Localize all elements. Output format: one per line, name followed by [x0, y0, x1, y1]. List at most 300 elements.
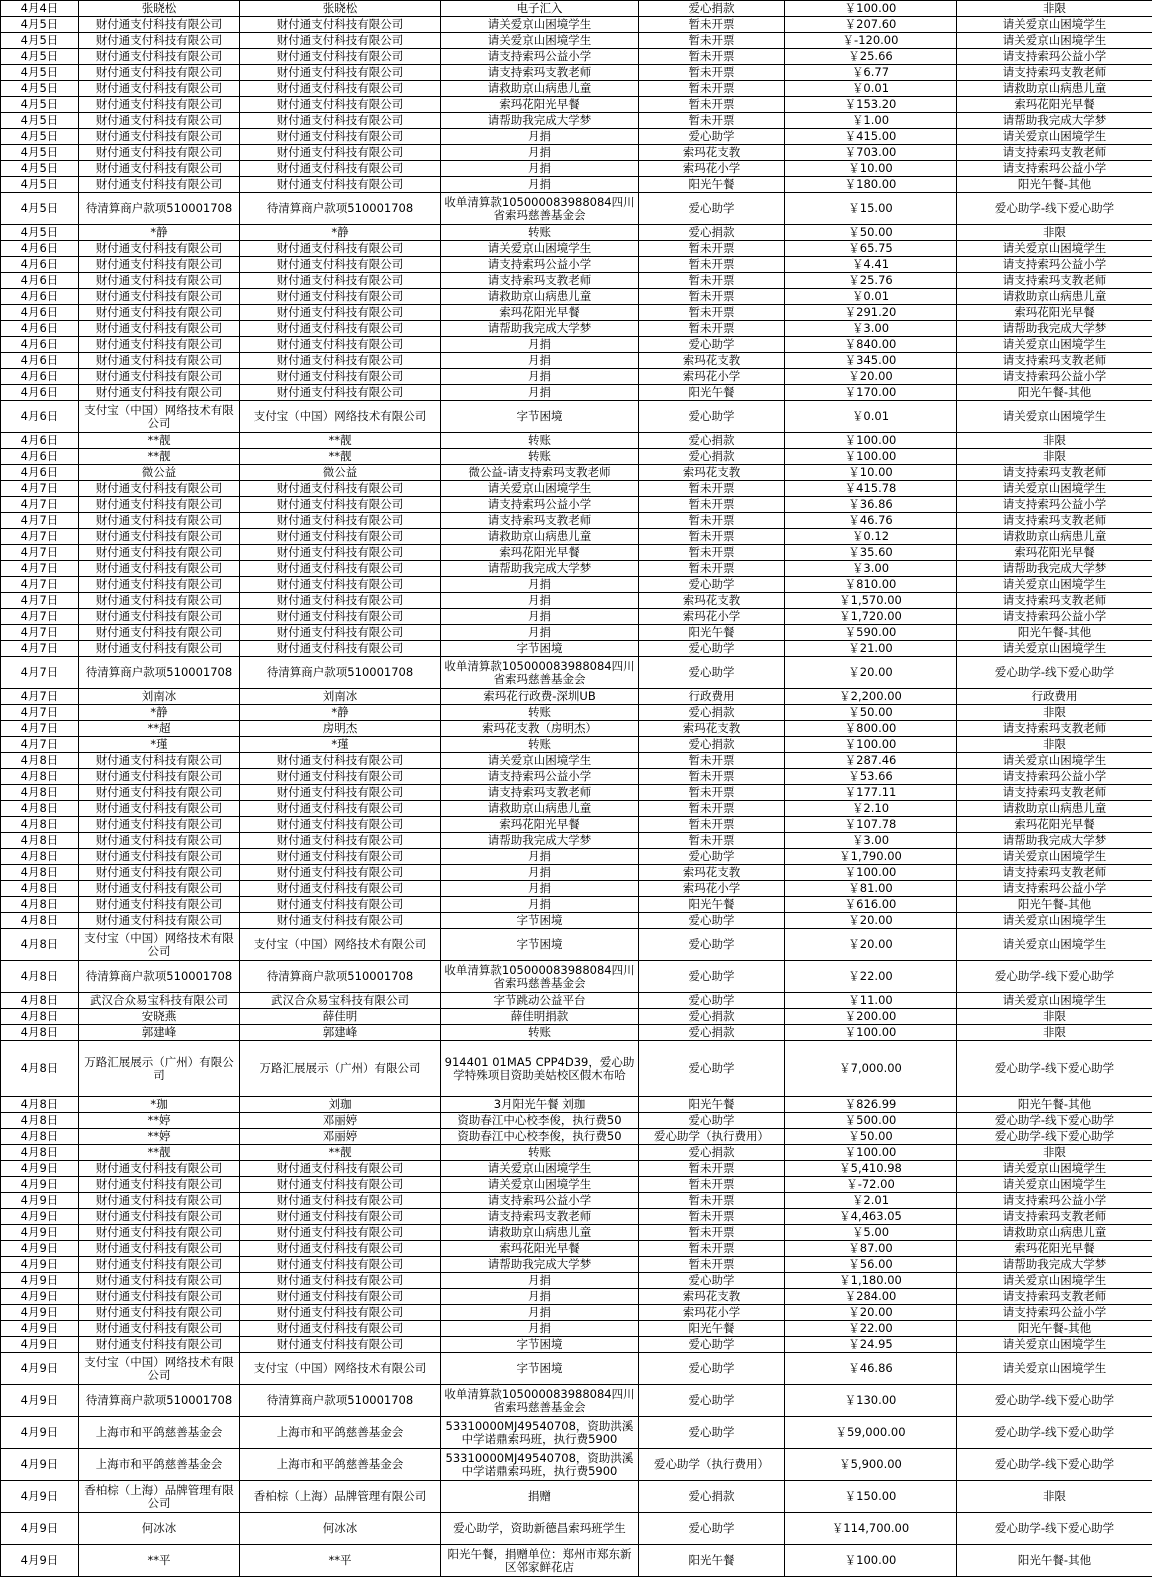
date-cell: 4月9日 — [1, 1289, 79, 1305]
date-cell: 4月9日 — [1, 1177, 79, 1193]
amount-cell: ￥53.66 — [785, 769, 957, 785]
project-cell: 非限 — [957, 737, 1152, 753]
amount-cell: ￥100.00 — [785, 865, 957, 881]
memo-cell: 请支持索玛支教老师 — [441, 65, 639, 81]
date-cell: 4月8日 — [1, 961, 79, 993]
table-row — [1, 785, 1152, 801]
project-cell: 请支持索玛公益小学 — [957, 769, 1152, 785]
payer-cell: 财付通支付科技有限公司 — [79, 513, 240, 529]
payer-cell: 财付通支付科技有限公司 — [79, 241, 240, 257]
date-cell: 4月8日 — [1, 769, 79, 785]
amount-cell: ￥65.75 — [785, 241, 957, 257]
project-cell: 请帮助我完成大学梦 — [957, 833, 1152, 849]
project-cell: 请救助京山病患儿童 — [957, 529, 1152, 545]
table-row — [1, 561, 1152, 577]
category-cell: 暂未开票 — [639, 1209, 785, 1225]
project-cell: 阳光午餐-其他 — [957, 897, 1152, 913]
memo-cell: 月捐 — [441, 881, 639, 897]
memo-cell: 索玛花阳光早餐 — [441, 545, 639, 561]
donor-cell: 财付通支付科技有限公司 — [240, 625, 441, 641]
table-row — [1, 1225, 1152, 1241]
project-cell: 非限 — [957, 1481, 1152, 1513]
donor-cell: 财付通支付科技有限公司 — [240, 593, 441, 609]
donor-cell: 财付通支付科技有限公司 — [240, 881, 441, 897]
payer-cell: 财付通支付科技有限公司 — [79, 257, 240, 273]
table-row — [1, 65, 1152, 81]
payer-cell: 刘南冰 — [79, 689, 240, 705]
payer-cell: 财付通支付科技有限公司 — [79, 801, 240, 817]
donor-cell: **靓 — [240, 1145, 441, 1161]
category-cell: 爱心捐款 — [639, 1025, 785, 1041]
amount-cell: ￥200.00 — [785, 1009, 957, 1025]
date-cell: 4月5日 — [1, 193, 79, 225]
table-row — [1, 881, 1152, 897]
memo-cell: 月捐 — [441, 337, 639, 353]
project-cell: 请关爱京山困境学生 — [957, 1177, 1152, 1193]
donor-cell: 财付通支付科技有限公司 — [240, 145, 441, 161]
table-row — [1, 1257, 1152, 1273]
project-cell: 请关爱京山困境学生 — [957, 401, 1152, 433]
amount-cell: ￥20.00 — [785, 369, 957, 385]
payer-cell: **超 — [79, 721, 240, 737]
donor-cell: 财付通支付科技有限公司 — [240, 1321, 441, 1337]
date-cell: 4月6日 — [1, 273, 79, 289]
amount-cell: ￥5.00 — [785, 1225, 957, 1241]
amount-cell: ￥46.76 — [785, 513, 957, 529]
category-cell: 爱心助学 — [639, 1041, 785, 1097]
payer-cell: 财付通支付科技有限公司 — [79, 1161, 240, 1177]
project-cell: 非限 — [957, 1025, 1152, 1041]
project-cell: 阳光午餐-其他 — [957, 1321, 1152, 1337]
category-cell: 爱心助学 — [639, 1273, 785, 1289]
memo-cell: 3月阳光午餐 刘珈 — [441, 1097, 639, 1113]
memo-cell: 请帮助我完成大学梦 — [441, 113, 639, 129]
project-cell: 请关爱京山困境学生 — [957, 241, 1152, 257]
payer-cell: 上海市和平鸽慈善基金会 — [79, 1417, 240, 1449]
memo-cell: 月捐 — [441, 1305, 639, 1321]
memo-cell: 请关爱京山困境学生 — [441, 1177, 639, 1193]
amount-cell: ￥100.00 — [785, 1145, 957, 1161]
date-cell: 4月9日 — [1, 1305, 79, 1321]
category-cell: 暂未开票 — [639, 321, 785, 337]
donor-cell: 邓丽婷 — [240, 1113, 441, 1129]
date-cell: 4月9日 — [1, 1385, 79, 1417]
memo-cell: 请支持索玛支教老师 — [441, 785, 639, 801]
category-cell: 爱心捐款 — [639, 433, 785, 449]
category-cell: 暂未开票 — [639, 1225, 785, 1241]
project-cell: 请支持索玛公益小学 — [957, 881, 1152, 897]
donor-cell: 财付通支付科技有限公司 — [240, 1305, 441, 1321]
category-cell: 暂未开票 — [639, 801, 785, 817]
payer-cell: 待清算商户款项510001708 — [79, 961, 240, 993]
amount-cell: ￥10.00 — [785, 161, 957, 177]
payer-cell: 财付通支付科技有限公司 — [79, 529, 240, 545]
memo-cell: 请帮助我完成大学梦 — [441, 833, 639, 849]
amount-cell: ￥177.11 — [785, 785, 957, 801]
memo-cell: 月捐 — [441, 577, 639, 593]
payer-cell: 财付通支付科技有限公司 — [79, 385, 240, 401]
category-cell: 暂未开票 — [639, 17, 785, 33]
amount-cell: ￥0.01 — [785, 289, 957, 305]
donor-cell: 万路汇展展示（广州）有限公司 — [240, 1041, 441, 1097]
category-cell: 暂未开票 — [639, 753, 785, 769]
donor-cell: 财付通支付科技有限公司 — [240, 97, 441, 113]
donor-cell: 邓丽婷 — [240, 1129, 441, 1145]
table-row — [1, 1289, 1152, 1305]
donor-cell: 微公益 — [240, 465, 441, 481]
donor-cell: 财付通支付科技有限公司 — [240, 577, 441, 593]
payer-cell: 财付通支付科技有限公司 — [79, 1321, 240, 1337]
category-cell: 暂未开票 — [639, 529, 785, 545]
project-cell: 请支持索玛支教老师 — [957, 273, 1152, 289]
table-row — [1, 657, 1152, 689]
project-cell: 爱心助学-线下爱心助学 — [957, 657, 1152, 689]
memo-cell: 月捐 — [441, 609, 639, 625]
date-cell: 4月8日 — [1, 1097, 79, 1113]
project-cell: 爱心助学-线下爱心助学 — [957, 1449, 1152, 1481]
date-cell: 4月7日 — [1, 593, 79, 609]
date-cell: 4月8日 — [1, 817, 79, 833]
project-cell: 索玛花阳光早餐 — [957, 97, 1152, 113]
memo-cell: 请帮助我完成大学梦 — [441, 561, 639, 577]
category-cell: 爱心捐款 — [639, 737, 785, 753]
project-cell: 请支持索玛公益小学 — [957, 161, 1152, 177]
memo-cell: 收单清算款105000083988084四川省索玛慈善基金会 — [441, 961, 639, 993]
table-row — [1, 1129, 1152, 1145]
date-cell: 4月8日 — [1, 993, 79, 1009]
memo-cell: 月捐 — [441, 129, 639, 145]
amount-cell: ￥100.00 — [785, 1025, 957, 1041]
memo-cell: 月捐 — [441, 353, 639, 369]
date-cell: 4月6日 — [1, 257, 79, 273]
payer-cell: 财付通支付科技有限公司 — [79, 17, 240, 33]
payer-cell: 财付通支付科技有限公司 — [79, 1241, 240, 1257]
category-cell: 暂未开票 — [639, 833, 785, 849]
donor-cell: 财付通支付科技有限公司 — [240, 897, 441, 913]
payer-cell: 上海市和平鸽慈善基金会 — [79, 1449, 240, 1481]
donor-cell: 财付通支付科技有限公司 — [240, 833, 441, 849]
donor-cell: **平 — [240, 1545, 441, 1577]
category-cell: 索玛花支教 — [639, 1289, 785, 1305]
table-row — [1, 1161, 1152, 1177]
date-cell: 4月5日 — [1, 65, 79, 81]
category-cell: 暂未开票 — [639, 241, 785, 257]
project-cell: 请支持索玛公益小学 — [957, 49, 1152, 65]
project-cell: 索玛花阳光早餐 — [957, 1241, 1152, 1257]
project-cell: 非限 — [957, 225, 1152, 241]
memo-cell: 月捐 — [441, 865, 639, 881]
memo-cell: 请支持索玛公益小学 — [441, 257, 639, 273]
date-cell: 4月6日 — [1, 401, 79, 433]
table-row — [1, 369, 1152, 385]
table-row — [1, 1097, 1152, 1113]
table-row — [1, 241, 1152, 257]
donor-cell: *瑾 — [240, 737, 441, 753]
project-cell: 行政费用 — [957, 689, 1152, 705]
donor-cell: 财付通支付科技有限公司 — [240, 177, 441, 193]
category-cell: 爱心助学 — [639, 1353, 785, 1385]
payer-cell: 张晓松 — [79, 1, 240, 17]
date-cell: 4月6日 — [1, 433, 79, 449]
project-cell: 爱心助学-线下爱心助学 — [957, 1129, 1152, 1145]
project-cell: 请救助京山病患儿童 — [957, 1225, 1152, 1241]
date-cell: 4月5日 — [1, 49, 79, 65]
table-row — [1, 737, 1152, 753]
project-cell: 请支持索玛支教老师 — [957, 145, 1152, 161]
memo-cell: 月捐 — [441, 161, 639, 177]
table-row — [1, 465, 1152, 481]
amount-cell: ￥1,720.00 — [785, 609, 957, 625]
table-row — [1, 1145, 1152, 1161]
amount-cell: ￥-72.00 — [785, 1177, 957, 1193]
category-cell: 暂未开票 — [639, 257, 785, 273]
memo-cell: 月捐 — [441, 593, 639, 609]
amount-cell: ￥150.00 — [785, 1481, 957, 1513]
project-cell: 爱心助学-线下爱心助学 — [957, 1041, 1152, 1097]
donor-cell: 财付通支付科技有限公司 — [240, 849, 441, 865]
payer-cell: 财付通支付科技有限公司 — [79, 305, 240, 321]
table-row — [1, 753, 1152, 769]
table-row — [1, 897, 1152, 913]
table-row — [1, 1113, 1152, 1129]
payer-cell: *瑾 — [79, 737, 240, 753]
date-cell: 4月7日 — [1, 689, 79, 705]
amount-cell: ￥840.00 — [785, 337, 957, 353]
date-cell: 4月5日 — [1, 33, 79, 49]
amount-cell: ￥0.01 — [785, 81, 957, 97]
table-row — [1, 353, 1152, 369]
category-cell: 爱心助学 — [639, 1113, 785, 1129]
amount-cell: ￥20.00 — [785, 1305, 957, 1321]
project-cell: 非限 — [957, 433, 1152, 449]
donor-cell: *静 — [240, 705, 441, 721]
memo-cell: 爱心助学，资助新德昌索玛班学生 — [441, 1513, 639, 1545]
amount-cell: ￥130.00 — [785, 1385, 957, 1417]
category-cell: 爱心捐款 — [639, 705, 785, 721]
table-row — [1, 769, 1152, 785]
payer-cell: **婷 — [79, 1113, 240, 1129]
table-row — [1, 1417, 1152, 1449]
date-cell: 4月9日 — [1, 1545, 79, 1577]
table-row — [1, 305, 1152, 321]
donor-cell: 财付通支付科技有限公司 — [240, 561, 441, 577]
amount-cell: ￥100.00 — [785, 433, 957, 449]
table-row — [1, 625, 1152, 641]
project-cell: 爱心助学-线下爱心助学 — [957, 1417, 1152, 1449]
project-cell: 爱心助学-线下爱心助学 — [957, 1113, 1152, 1129]
payer-cell: 财付通支付科技有限公司 — [79, 1209, 240, 1225]
payer-cell: 支付宝（中国）网络技术有限公司 — [79, 1353, 240, 1385]
donor-cell: 财付通支付科技有限公司 — [240, 1209, 441, 1225]
category-cell: 爱心捐款 — [639, 1145, 785, 1161]
donor-cell: 待清算商户款项510001708 — [240, 657, 441, 689]
donor-cell: 财付通支付科技有限公司 — [240, 1241, 441, 1257]
amount-cell: ￥35.60 — [785, 545, 957, 561]
table-row — [1, 321, 1152, 337]
category-cell: 暂未开票 — [639, 305, 785, 321]
payer-cell: 财付通支付科技有限公司 — [79, 833, 240, 849]
donor-cell: 财付通支付科技有限公司 — [240, 1337, 441, 1353]
table-row — [1, 1177, 1152, 1193]
amount-cell: ￥25.66 — [785, 49, 957, 65]
payer-cell: **靓 — [79, 1145, 240, 1161]
payer-cell: 财付通支付科技有限公司 — [79, 1305, 240, 1321]
payer-cell: 财付通支付科技有限公司 — [79, 337, 240, 353]
date-cell: 4月8日 — [1, 897, 79, 913]
date-cell: 4月5日 — [1, 17, 79, 33]
table-row — [1, 401, 1152, 433]
category-cell: 爱心助学 — [639, 961, 785, 993]
date-cell: 4月9日 — [1, 1209, 79, 1225]
date-cell: 4月7日 — [1, 625, 79, 641]
category-cell: 暂未开票 — [639, 481, 785, 497]
donor-cell: 财付通支付科技有限公司 — [240, 161, 441, 177]
amount-cell: ￥107.78 — [785, 817, 957, 833]
donor-cell: 财付通支付科技有限公司 — [240, 865, 441, 881]
amount-cell: ￥46.86 — [785, 1353, 957, 1385]
payer-cell: 财付通支付科技有限公司 — [79, 145, 240, 161]
category-cell: 暂未开票 — [639, 513, 785, 529]
payer-cell: **靓 — [79, 449, 240, 465]
category-cell: 阳光午餐 — [639, 1545, 785, 1577]
payer-cell: 财付通支付科技有限公司 — [79, 913, 240, 929]
date-cell: 4月8日 — [1, 881, 79, 897]
memo-cell: 字节困境 — [441, 1337, 639, 1353]
table-row — [1, 849, 1152, 865]
date-cell: 4月6日 — [1, 353, 79, 369]
project-cell: 请帮助我完成大学梦 — [957, 1257, 1152, 1273]
category-cell: 爱心捐款 — [639, 449, 785, 465]
amount-cell: ￥170.00 — [785, 385, 957, 401]
donor-cell: 财付通支付科技有限公司 — [240, 113, 441, 129]
memo-cell: 月捐 — [441, 1273, 639, 1289]
payer-cell: 财付通支付科技有限公司 — [79, 289, 240, 305]
payer-cell: 财付通支付科技有限公司 — [79, 273, 240, 289]
amount-cell: ￥4.41 — [785, 257, 957, 273]
table-row — [1, 1209, 1152, 1225]
payer-cell: 待清算商户款项510001708 — [79, 1385, 240, 1417]
project-cell: 请关爱京山困境学生 — [957, 993, 1152, 1009]
memo-cell: 53310000MJ49540708，资助洪溪中学诺鼎索玛班，执行费5900 — [441, 1449, 639, 1481]
memo-cell: 月捐 — [441, 369, 639, 385]
category-cell: 爱心捐款 — [639, 1009, 785, 1025]
amount-cell: ￥100.00 — [785, 737, 957, 753]
memo-cell: 月捐 — [441, 897, 639, 913]
donor-cell: 财付通支付科技有限公司 — [240, 641, 441, 657]
memo-cell: 索玛花阳光早餐 — [441, 817, 639, 833]
memo-cell: 字节困境 — [441, 1353, 639, 1385]
amount-cell: ￥1.00 — [785, 113, 957, 129]
memo-cell: 请关爱京山困境学生 — [441, 481, 639, 497]
memo-cell: 阳光午餐，捐赠单位：郑州市郑东新区邻家鲜花店 — [441, 1545, 639, 1577]
table-row — [1, 913, 1152, 929]
payer-cell: 万路汇展展示（广州）有限公司 — [79, 1041, 240, 1097]
memo-cell: 请支持索玛公益小学 — [441, 1193, 639, 1209]
date-cell: 4月9日 — [1, 1161, 79, 1177]
project-cell: 请支持索玛公益小学 — [957, 1305, 1152, 1321]
donor-cell: 待清算商户款项510001708 — [240, 193, 441, 225]
payer-cell: 财付通支付科技有限公司 — [79, 97, 240, 113]
category-cell: 行政费用 — [639, 689, 785, 705]
category-cell: 爱心捐款 — [639, 1, 785, 17]
table-row — [1, 929, 1152, 961]
project-cell: 请帮助我完成大学梦 — [957, 113, 1152, 129]
donor-cell: 财付通支付科技有限公司 — [240, 769, 441, 785]
category-cell: 索玛花支教 — [639, 145, 785, 161]
table-row — [1, 865, 1152, 881]
amount-cell: ￥0.01 — [785, 401, 957, 433]
project-cell: 请关爱京山困境学生 — [957, 641, 1152, 657]
payer-cell: *珈 — [79, 1097, 240, 1113]
project-cell: 请支持索玛支教老师 — [957, 1289, 1152, 1305]
payer-cell: 财付通支付科技有限公司 — [79, 81, 240, 97]
category-cell: 爱心助学 — [639, 849, 785, 865]
table-row — [1, 1321, 1152, 1337]
donor-cell: 财付通支付科技有限公司 — [240, 481, 441, 497]
date-cell: 4月7日 — [1, 561, 79, 577]
memo-cell: 索玛花阳光早餐 — [441, 1241, 639, 1257]
category-cell: 暂未开票 — [639, 545, 785, 561]
date-cell: 4月9日 — [1, 1337, 79, 1353]
amount-cell: ￥2,200.00 — [785, 689, 957, 705]
category-cell: 爱心助学 — [639, 993, 785, 1009]
category-cell: 阳光午餐 — [639, 1321, 785, 1337]
donor-cell: 财付通支付科技有限公司 — [240, 513, 441, 529]
project-cell: 请救助京山病患儿童 — [957, 289, 1152, 305]
category-cell: 爱心助学（执行费用） — [639, 1449, 785, 1481]
project-cell: 请关爱京山困境学生 — [957, 753, 1152, 769]
amount-cell: ￥0.12 — [785, 529, 957, 545]
amount-cell: ￥56.00 — [785, 1257, 957, 1273]
date-cell: 4月5日 — [1, 81, 79, 97]
category-cell: 暂未开票 — [639, 1193, 785, 1209]
donor-cell: 支付宝（中国）网络技术有限公司 — [240, 1353, 441, 1385]
project-cell: 请关爱京山困境学生 — [957, 577, 1152, 593]
category-cell: 暂未开票 — [639, 81, 785, 97]
category-cell: 暂未开票 — [639, 1177, 785, 1193]
amount-cell: ￥50.00 — [785, 1129, 957, 1145]
amount-cell: ￥15.00 — [785, 193, 957, 225]
memo-cell: 收单清算款105000083988084四川省索玛慈善基金会 — [441, 1385, 639, 1417]
date-cell: 4月8日 — [1, 913, 79, 929]
table-row — [1, 225, 1152, 241]
donor-cell: **靓 — [240, 433, 441, 449]
memo-cell: 字节困境 — [441, 641, 639, 657]
table-row — [1, 49, 1152, 65]
payer-cell: 财付通支付科技有限公司 — [79, 849, 240, 865]
table-row — [1, 545, 1152, 561]
date-cell: 4月9日 — [1, 1417, 79, 1449]
memo-cell: 请救助京山病患儿童 — [441, 1225, 639, 1241]
payer-cell: 财付通支付科技有限公司 — [79, 545, 240, 561]
memo-cell: 月捐 — [441, 145, 639, 161]
payer-cell: 财付通支付科技有限公司 — [79, 609, 240, 625]
memo-cell: 请支持索玛支教老师 — [441, 273, 639, 289]
table-row — [1, 33, 1152, 49]
amount-cell: ￥7,000.00 — [785, 1041, 957, 1097]
donor-cell: 刘南冰 — [240, 689, 441, 705]
table-row — [1, 1273, 1152, 1289]
amount-cell: ￥1,180.00 — [785, 1273, 957, 1289]
project-cell: 索玛花阳光早餐 — [957, 817, 1152, 833]
payer-cell: 武汉合众易宝科技有限公司 — [79, 993, 240, 1009]
date-cell: 4月9日 — [1, 1321, 79, 1337]
category-cell: 索玛花支教 — [639, 865, 785, 881]
memo-cell: 索玛花支教（房明杰） — [441, 721, 639, 737]
memo-cell: 请帮助我完成大学梦 — [441, 321, 639, 337]
memo-cell: 索玛花阳光早餐 — [441, 305, 639, 321]
date-cell: 4月8日 — [1, 785, 79, 801]
